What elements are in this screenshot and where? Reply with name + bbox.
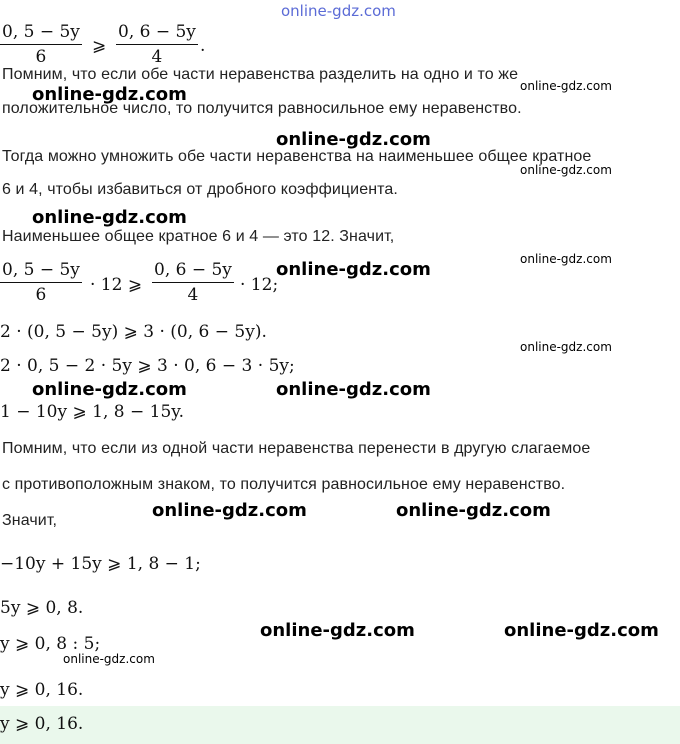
step-4: −10y + 15y ⩾ 1, 8 − 1; [0, 554, 201, 574]
mult-frac2-denominator: 4 [187, 285, 199, 305]
header-fraction-right [116, 22, 198, 67]
watermark: online-gdz.com [260, 620, 415, 641]
watermark: online-gdz.com [152, 500, 307, 521]
mult-fraction-left [0, 260, 82, 305]
header-frac2-denominator: 4 [151, 47, 163, 67]
mult-frac2-numerator: 0, 6 − 5y [152, 260, 234, 283]
paragraph-1-line-1: Помним, что если обе части неравенства разделить на одно и то же [2, 66, 519, 83]
watermark: online-gdz.com [504, 620, 659, 641]
header-frac2-numerator: 0, 6 − 5y [116, 22, 198, 45]
watermark-top: online-gdz.com [281, 2, 396, 20]
watermark: online-gdz.com [520, 163, 612, 177]
paragraph-4-line-2: с противоположным знаком, то получится равносильное ему неравенство. [2, 476, 566, 493]
paragraph-2-line-2: 6 и 4, чтобы избавиться от дробного коэффициента. [2, 181, 398, 198]
header-frac1-denominator: 6 [35, 47, 47, 67]
watermark: online-gdz.com [520, 252, 612, 266]
step-7: y ⩾ 0, 16. [0, 680, 84, 700]
watermark: online-gdz.com [32, 379, 187, 400]
watermark: online-gdz.com [276, 259, 431, 280]
step-3: 1 − 10y ⩾ 1, 8 − 15y. [0, 402, 185, 422]
header-geq: ⩾ [92, 36, 107, 56]
step-6: y ⩾ 0, 8 : 5; [0, 634, 101, 654]
watermark: online-gdz.com [32, 207, 187, 228]
mult-end: · 12; [240, 275, 279, 295]
header-fraction-left [0, 22, 82, 67]
mult-frac1-numerator: 0, 5 − 5y [0, 260, 82, 283]
mult-frac1-denominator: 6 [35, 285, 47, 305]
mult-middle: · 12 ⩾ [90, 275, 143, 295]
watermark: online-gdz.com [520, 79, 612, 93]
watermark: online-gdz.com [63, 652, 155, 666]
mult-fraction-right [152, 260, 234, 305]
paragraph-4-line-1: Помним, что если из одной части неравенства перенести в другую слагаемое [2, 440, 591, 457]
paragraph-2-line-1: Тогда можно умножить обе части неравенства на наименьшее общее кратное [2, 148, 592, 165]
watermark: online-gdz.com [276, 129, 431, 150]
step-5: 5y ⩾ 0, 8. [0, 598, 84, 618]
answer-text: y ⩾ 0, 16. [0, 714, 84, 734]
header-period: . [200, 36, 206, 56]
paragraph-3: Наименьшее общее кратное 6 и 4 — это 12. Значит, [2, 228, 395, 245]
watermark: online-gdz.com [276, 379, 431, 400]
watermark: online-gdz.com [396, 500, 551, 521]
paragraph-5: Значит, [2, 512, 58, 529]
step-2: 2 · 0, 5 − 2 · 5y ⩾ 3 · 0, 6 − 3 · 5y; [0, 356, 295, 376]
step-1: 2 · (0, 5 − 5y) ⩾ 3 · (0, 6 − 5y). [0, 322, 267, 342]
watermark: online-gdz.com [32, 84, 187, 105]
header-frac1-numerator: 0, 5 − 5y [0, 22, 82, 45]
paragraph-1-line-2: положительное число, то получится равносильное ему неравенство. [2, 100, 522, 117]
answer-box [0, 706, 680, 744]
watermark: online-gdz.com [520, 340, 612, 354]
